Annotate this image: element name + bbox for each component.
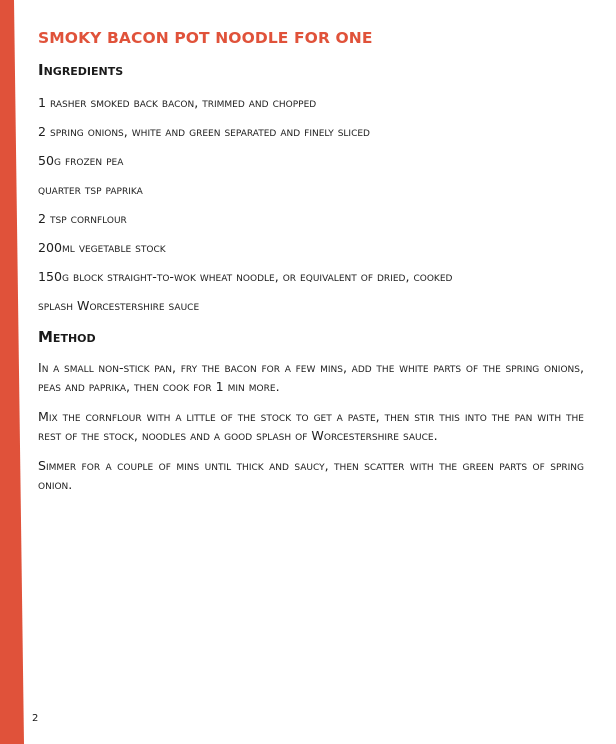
- recipe-title: SMOKY BACON POT NOODLE FOR ONE: [38, 29, 373, 47]
- ingredient-item: 1 rasher smoked back bacon, trimmed and chopped: [38, 95, 317, 110]
- ingredient-item: 50g frozen pea: [38, 153, 124, 168]
- recipe-page: [38, 28, 584, 505]
- method-step: Mix the cornflour with a little of the stock to get a paste, then stir this into the pan with the rest of the stock, noodles and a good splash of Worcestershire sauce.: [38, 409, 584, 443]
- ingredient-item: splash Worcestershire sauce: [38, 298, 200, 313]
- ingredient-item: 150g block straight-to-wok wheat noodle, or equivalent of dried, cooked: [38, 269, 453, 284]
- method-heading: Method: [38, 328, 96, 346]
- page-number: 2: [32, 713, 39, 724]
- ingredient-item: quarter tsp paprika: [38, 182, 143, 197]
- method-step: Simmer for a couple of mins until thick and saucy, then scatter with the green parts of spring onion.: [38, 458, 584, 492]
- ingredient-item: 200ml vegetable stock: [38, 240, 166, 255]
- ingredient-item: 2 tsp cornflour: [38, 211, 127, 226]
- ingredient-item: 2 spring onions, white and green separated and finely sliced: [38, 124, 370, 139]
- method-steps: [38, 358, 584, 494]
- method-step: In a small non-stick pan, fry the bacon for a few mins, add the white parts of the spring onions, peas and paprika, then cook for 1 min more.: [38, 360, 584, 394]
- decorative-edge-stripe: [0, 0, 24, 744]
- ingredients-heading: Ingredients: [38, 61, 124, 79]
- ingredients-list: [38, 95, 584, 314]
